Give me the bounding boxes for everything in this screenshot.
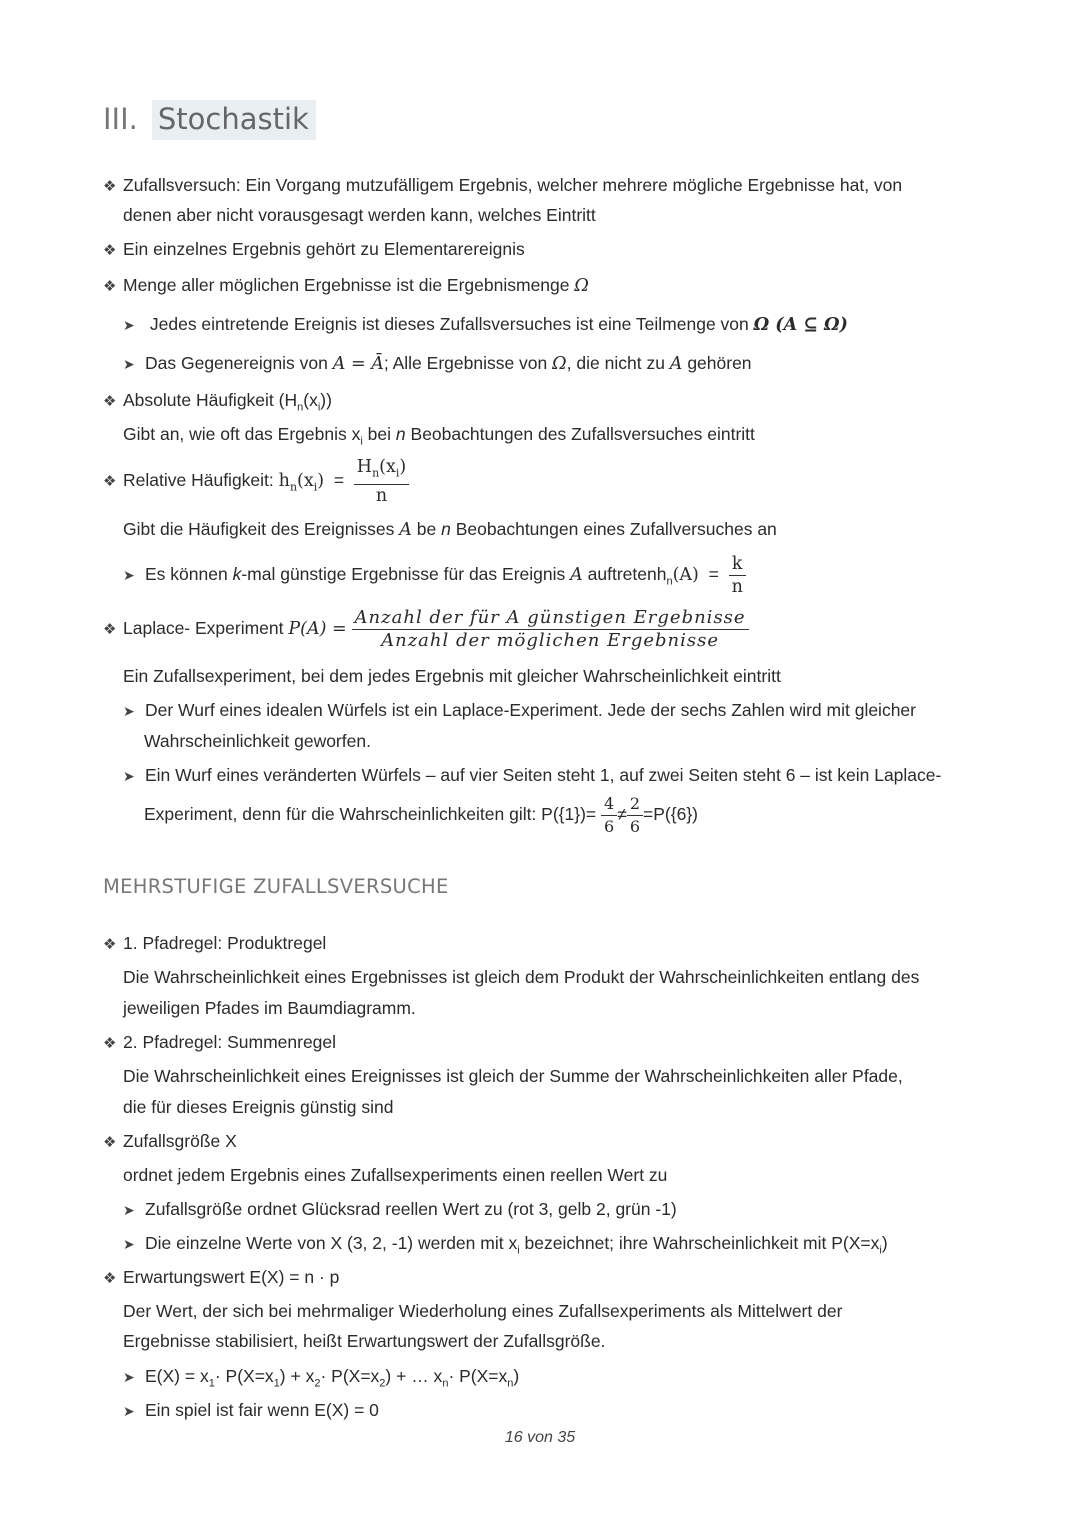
arrow-fair: ➤ Ein spiel ist fair wenn E(X) = 0 xyxy=(123,1400,379,1420)
erwartung-line2: Ergebnisse stabilisiert, heißt Erwartungswert der Zufallsgröße. xyxy=(123,1331,606,1351)
diamond-bullet-icon: ❖ xyxy=(103,1035,117,1052)
diamond-bullet-icon: ❖ xyxy=(103,278,117,295)
bullet-laplace: ❖ Laplace- Experiment P(A) = $\frac{\text{Anzahl der für A günstigen Ergebnisse}}{\text{Anzahl der möglichen Ergebnisse}}$ xyxy=(103,600,749,658)
diamond-bullet-icon: ❖ xyxy=(103,621,117,638)
arrow-icon: ➤ xyxy=(123,1403,135,1419)
bullet-absolut: ❖ Absolute Häufigkeit $(H_n(x_i))$ xyxy=(103,390,332,414)
arrow-icon: ➤ xyxy=(123,1236,135,1252)
diamond-bullet-icon: ❖ xyxy=(103,473,117,490)
arrow-icon: ➤ xyxy=(123,317,135,333)
k-over-n-fraction: $\frac{k}{n}$ xyxy=(729,553,746,598)
fraction-2-6: $\frac{2}{6}$ xyxy=(627,793,643,838)
arrow-laplace-ex2: ➤ Ein Wurf eines veränderten Würfels – auf vier Seiten steht 1, auf zwei Seiten steht 6 – ist kein Laplace- xyxy=(123,765,942,785)
arrow-icon: ➤ xyxy=(123,768,135,784)
pfad2-line2: die für dieses Ereignis günstig sind xyxy=(123,1097,394,1117)
fraction-4-6: $\frac{4}{6}$ xyxy=(601,793,617,838)
arrow-erwartung-formula: ➤ $E(X) = x_1\cdot P(X=x_1) + x_2\cdot P(X=x_2)$ + … $x_n\cdot P(X=x_n)$ xyxy=(123,1366,520,1390)
laplace-fraction: $\frac{\text{Anzahl der für A günstigen Ergebnisse}}{\text{Anzahl der möglichen Ergebnisse}}$ xyxy=(352,607,749,652)
bullet-relativ: ❖ Relative Häufigkeit: $h_n(x_i)$ = $\frac{H_n(x_i)}{n}$ xyxy=(103,452,409,516)
arrow-icon: ➤ xyxy=(123,1369,135,1385)
bullet-einzelnes: ❖ Ein einzelnes Ergebnis gehört zu Elementarereignis xyxy=(103,238,525,262)
bullet-erwartungswert: ❖ Erwartungswert E(X) = n · p xyxy=(103,1266,339,1290)
zufallsversuch-line2: denen aber nicht vorausgesagt werden kann, welches Eintritt xyxy=(123,205,596,225)
page-number: 16 von 35 xyxy=(504,1429,576,1446)
arrow-kmal: ➤ Es können k-mal günstige Ergebnisse für das Ereignis A auftretenh$_n$(A) = $\frac{k}{n}$ xyxy=(123,548,746,608)
pfad1-line1: Die Wahrscheinlichkeit eines Ergebnisses ist gleich dem Produkt der Wahrscheinlichkeiten entlang des xyxy=(123,967,920,987)
diamond-bullet-icon: ❖ xyxy=(103,393,117,410)
diamond-bullet-icon: ❖ xyxy=(103,936,117,953)
zufallsgroesse-desc: ordnet jedem Ergebnis eines Zufallsexperiments einen reellen Wert zu xyxy=(123,1165,668,1185)
laplace-ex2-line2: Experiment, denn für die Wahrscheinlichkeiten gilt: P({1})= $\frac{4}{6}$ ≠ $\frac{2}{6}$ =P({6}) xyxy=(144,793,698,836)
chapter-number: III. xyxy=(103,102,138,136)
chapter-title: Stochastik xyxy=(152,100,316,140)
diamond-bullet-icon: ❖ xyxy=(103,1270,117,1287)
diamond-bullet-icon: ❖ xyxy=(103,1134,117,1151)
laplace-ex1-line2: Wahrscheinlichkeit geworfen. xyxy=(144,731,371,751)
diamond-bullet-icon: ❖ xyxy=(103,242,117,259)
arrow-icon: ➤ xyxy=(123,1202,135,1218)
erwartung-line1: Der Wert, der sich bei mehrmaliger Wiederholung eines Zufallsexperiments als Mittelwert der xyxy=(123,1301,843,1321)
arrow-teilmenge: ➤ Jedes eintretende Ereignis ist dieses Zufallsversuches ist eine Teilmenge von Ω (A ⊆ Ω) xyxy=(123,314,848,335)
arrow-zufallsgroesse-ex1: ➤ Zufallsgröße ordnet Glücksrad reellen Wert zu (rot 3, gelb 2, grün -1) xyxy=(123,1199,677,1219)
arrow-icon: ➤ xyxy=(123,567,135,583)
arrow-zufallsgroesse-ex2: ➤ Die einzelne Werte von X (3, 2, -1) werden mit $x_i$ bezeichnet; ihre Wahrscheinlichkeit mit $P(X=x_i)$ xyxy=(123,1233,888,1257)
diamond-bullet-icon: ❖ xyxy=(103,178,117,195)
relativ-desc: Gibt die Häufigkeit des Ereignisses A be n Beobachtungen eines Zufallversuches an xyxy=(123,519,777,540)
arrow-icon: ➤ xyxy=(123,356,135,372)
arrow-laplace-ex1: ➤ Der Wurf eines idealen Würfels ist ein Laplace-Experiment. Jede der sechs Zahlen wird mit gleicher xyxy=(123,700,916,720)
bullet-pfadregel-1: ❖ 1. Pfadregel: Produktregel xyxy=(103,932,326,956)
bullet-zufallsversuch: ❖ Zufallsversuch: Ein Vorgang mutzufälligem Ergebnis, welcher mehrere mögliche Ergebnisse hat, von xyxy=(103,174,902,198)
arrow-gegenereignis: ➤ Das Gegenereignis von A = Ā; Alle Ergebnisse von Ω, die nicht zu A gehören xyxy=(123,353,752,374)
relative-frequency-fraction: $\frac{H_n(x_i)}{n}$ xyxy=(354,456,409,508)
section-heading: MEHRSTUFIGE ZUFALLSVERSUCHE xyxy=(103,875,449,898)
bullet-zufallsgroesse: ❖ Zufallsgröße X xyxy=(103,1130,237,1154)
absolut-desc: Gibt an, wie oft das Ergebnis $x_i$ bei n Beobachtungen des Zufallsversuches eintritt xyxy=(123,424,755,448)
bullet-menge: ❖ Menge aller möglichen Ergebnisse ist die Ergebnismenge Ω xyxy=(103,275,589,296)
pfad1-line2: jeweiligen Pfades im Baumdiagramm. xyxy=(123,998,416,1018)
page-title xyxy=(103,102,316,136)
laplace-desc: Ein Zufallsexperiment, bei dem jedes Ergebnis mit gleicher Wahrscheinlichkeit eintritt xyxy=(123,666,781,686)
arrow-icon: ➤ xyxy=(123,703,135,719)
pfad2-line1: Die Wahrscheinlichkeit eines Ereignisses ist gleich der Summe der Wahrscheinlichkeiten aller Pfade, xyxy=(123,1066,903,1086)
bullet-pfadregel-2: ❖ 2. Pfadregel: Summenregel xyxy=(103,1031,336,1055)
